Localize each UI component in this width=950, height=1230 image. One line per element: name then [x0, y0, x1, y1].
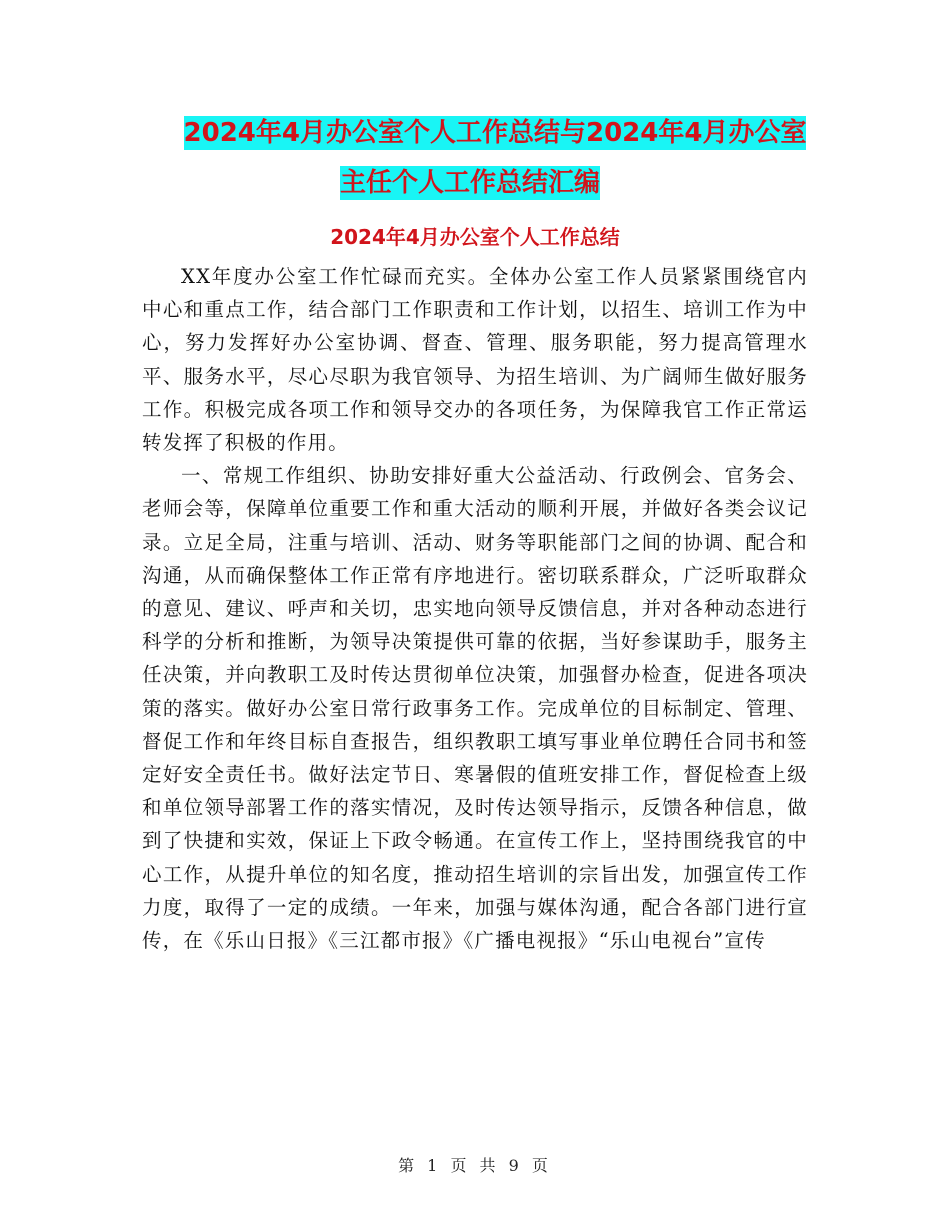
title-highlight: 主任个人工作总结汇编	[339, 168, 600, 198]
page-footer: 第 1 页 共 9 页	[398, 1156, 552, 1175]
title-highlight: 2024年4月办公室个人工作总结与2024年4月办公室	[183, 118, 807, 148]
document-title-line-2	[0, 158, 950, 208]
body-text	[142, 260, 808, 957]
section-title: 2024年4月办公室个人工作总结	[330, 225, 620, 249]
document-title	[0, 108, 950, 208]
document-title-line-1	[0, 108, 950, 158]
paragraph: 一、常规工作组织、协助安排好重大公益活动、行政例会、官务会、老师会等，保障单位重要工作和重大活动的顺利开展，并做好各类会议记录。立足全局，注重与培训、活动、财务等职能部门之间的协调、配合和沟通，从而确保整体工作正常有序地进行。密切联系群众，广泛听取群众的意见、建议、呼声和关切，忠实地向领导反馈信息，并对各种动态进行科学的分析和推断，为领导决策提供可靠的依据，当好参谋助手，服务主任决策，并向教职工及时传达贯彻单位决策，加强督办检查，促进各项决策的落实。做好办公室日常行政事务工作。完成单位的目标制定、管理、督促工作和年终目标自查报告，组织教职工填写事业单位聘任合同书和签定好安全责任书。做好法定节日、寒暑假的值班安排工作，督促检查上级和单位领导部署工作的落实情况，及时传达领导指示，反馈各种信息，做到了快捷和实效，保证上下政令畅通。在宣传工作上，坚持围绕我官的中心工作，从提升单位的知名度，推动招生培训的宗旨出发，加强宣传工作力度，取得了一定的成绩。一年来，加强与媒体沟通，配合各部门进行宣传，在《乐山日报》《三江都市报》《广播电视报》“乐山电视台”宣传	[142, 464, 808, 953]
paragraph: XX年度办公室工作忙碌而充实。全体办公室工作人员紧紧围绕官内中心和重点工作，结合部门工作职责和工作计划，以招生、培训工作为中心，努力发挥好办公室协调、督查、管理、服务职能，努力提高管理水平、服务水平，尽心尽职为我官领导、为招生培训、为广阔师生做好服务工作。积极完成各项工作和领导交办的各项任务，为保障我官工作正常运转发挥了积极的作用。	[142, 265, 808, 455]
